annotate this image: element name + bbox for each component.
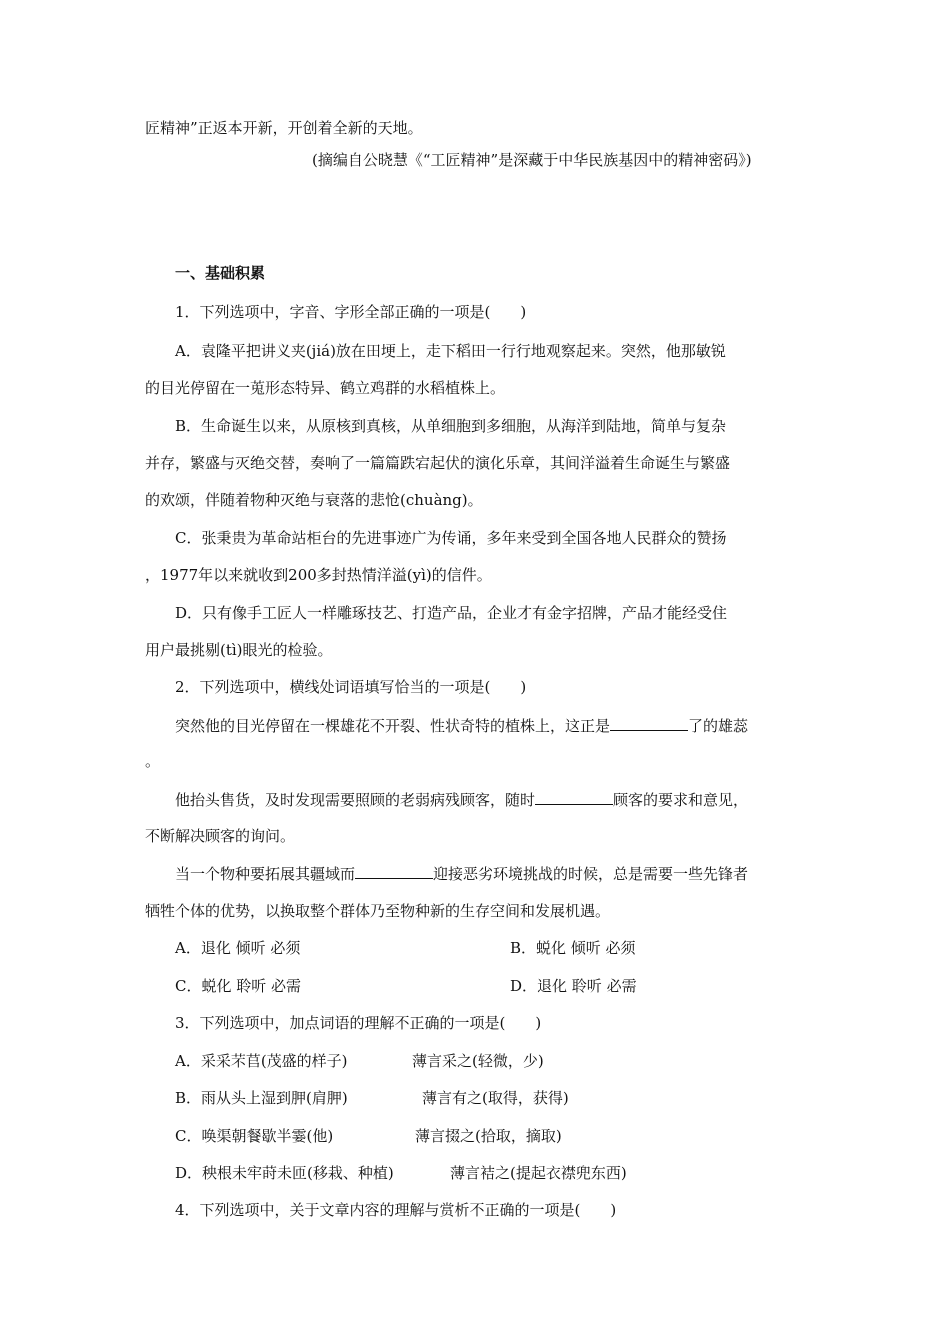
fill-blank xyxy=(535,790,613,805)
question-2-option-d: D．退化 聆听 必需 xyxy=(510,977,637,995)
section-title: 一、基础积累 xyxy=(175,264,266,282)
question-1-option-b-cont2: 的欢颂，伴随着物种灭绝与衰落的悲怆(chuàng)。 xyxy=(145,491,483,509)
question-1-option-d: D．只有像手工匠人一样雕琢技艺、打造产品，企业才有金字招牌，产品才能经受住 xyxy=(175,604,728,622)
question-2-sentence-2-cont: 不断解决顾客的询问。 xyxy=(145,827,296,845)
question-3-stem: 3．下列选项中，加点词语的理解不正确的一项是( ) xyxy=(175,1014,542,1032)
question-3-option-c-right: 薄言掇之(拾取，摘取) xyxy=(415,1127,562,1145)
question-3-option-a-right: 薄言采之(轻微，少) xyxy=(412,1052,544,1070)
question-1-option-a-cont: 的目光停留在一莵形态特异、鹤立鸡群的水稻植株上。 xyxy=(145,379,506,397)
question-3-option-b-left: B．雨从头上湿到胛(肩胛) xyxy=(175,1089,348,1107)
question-1-option-c: C．张秉贵为革命站柜台的先进事迹广为传诵，多年来受到全国各地人民群众的赞扬 xyxy=(175,529,727,547)
question-1-stem: 1．下列选项中，字音、字形全部正确的一项是( ) xyxy=(175,303,527,321)
question-3-option-a-left: A．采采芣苢(茂盛的样子) xyxy=(175,1052,348,1070)
fill-blank xyxy=(355,864,433,879)
question-2-sentence-1: 突然他的目光停留在一棵雄花不开裂、性状奇特的植株上，这正是 了的雄蕊 xyxy=(175,717,749,735)
source-citation: (摘编自公晓慧《“工匠精神”是深藏于中华民族基因中的精神密码》) xyxy=(312,151,752,169)
question-3-option-c-left: C．唤渠朝餐歇半霎(他) xyxy=(175,1127,334,1145)
question-2-sentence-3: 当一个物种要拓展其疆域而 迎接恶劣环境挑战的时候，总是需要一些先锋者 xyxy=(175,865,749,883)
question-3-option-d-left: D．秧根未牢莳未匝(移栽、种植) xyxy=(175,1164,394,1182)
paragraph-tail: 匠精神”正返本开新，开创着全新的天地。 xyxy=(145,119,423,137)
question-1-option-a: A．袁隆平把讲义夹(jiá)放在田埂上，走下稻田一行行地观察起来。突然，他那敏锐 xyxy=(175,342,726,360)
question-2-sentence-1-cont: 。 xyxy=(145,752,161,770)
question-1-option-d-cont: 用户最挑剔(tì)眼光的检验。 xyxy=(145,641,333,659)
question-2-option-c: C．蜕化 聆听 必需 xyxy=(175,977,302,995)
question-1-option-b-cont: 并存，繁盛与灭绝交替，奏响了一篇篇跌宕起伏的演化乐章，其间洋溢着生命诞生与繁盛 xyxy=(145,454,731,472)
question-2-option-a: A．退化 倾听 必须 xyxy=(175,939,301,957)
question-3-option-b-right: 薄言有之(取得，获得) xyxy=(422,1089,569,1107)
question-1-option-c-cont: ，1977年以来就收到200多封热情洋溢(yì)的信件。 xyxy=(145,566,492,584)
question-1-option-b: B．生命诞生以来，从原核到真核，从单细胞到多细胞，从海洋到陆地，简单与复杂 xyxy=(175,417,727,435)
question-3-option-d-right: 薄言袺之(提起衣襟兜东西) xyxy=(450,1164,627,1182)
question-4-stem: 4．下列选项中，关于文章内容的理解与赏析不正确的一项是( ) xyxy=(175,1201,617,1219)
question-2-option-b: B．蜕化 倾听 必须 xyxy=(510,939,636,957)
question-2-sentence-3-cont: 牺牲个体的优势，以换取整个群体乃至物种新的生存空间和发展机遇。 xyxy=(145,902,611,920)
question-2-stem: 2．下列选项中，横线处词语填写恰当的一项是( ) xyxy=(175,678,527,696)
fill-blank xyxy=(610,716,688,731)
question-2-sentence-2: 他抬头售货，及时发现需要照顾的老弱病残顾客，随时 顾客的要求和意见， xyxy=(175,791,749,809)
